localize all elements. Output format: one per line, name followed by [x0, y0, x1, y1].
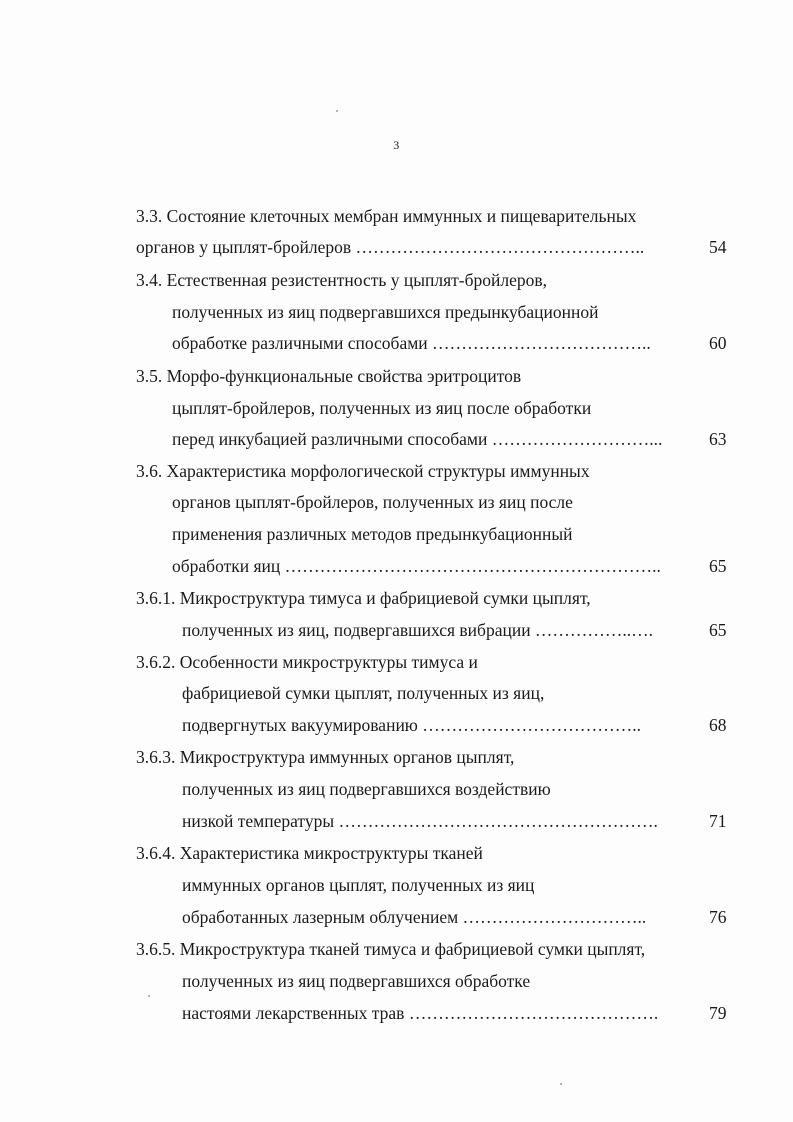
page-number: 3 [393, 138, 400, 152]
toc-entry-3-6-2-line-1: 3.6.2. Особенности микроструктуры тимуса и [136, 652, 478, 672]
toc-entry-3-6-line-2: органов цыплят-бройлеров, полученных из яиц после [172, 492, 573, 512]
toc-entry-3-5-line-3: перед инкубацией различными способами ………………………... [172, 429, 663, 449]
toc-entry-3-4-line-1: 3.4. Естественная резистентность у цыплят-бройлеров, [136, 270, 548, 290]
scan-speck [336, 110, 338, 112]
toc-entry-3-3-line-2: органов у цыплят-бройлеров ………………………………………….. [136, 237, 645, 257]
toc-entry-3-6-3-line-1: 3.6.3. Микроструктура иммунных органов цыплят, [136, 747, 515, 767]
toc-entry-3-6-page: 65 [709, 556, 727, 576]
toc-entry-3-6-line-3: применения различных методов предынкубационный [172, 524, 573, 544]
toc-entry-3-6-2-page: 68 [709, 715, 727, 735]
toc-entry-3-6-2-line-2: фабрициевой сумки цыплят, полученных из яиц, [182, 683, 545, 703]
toc-entry-3-6-2-line-3: подвергнутых вакуумированию ……………………………….. [182, 715, 642, 735]
toc-entry-3-6-5-line-2: полученных из яиц подвергавшихся обработке [182, 971, 531, 991]
toc-entry-3-4-line-2: полученных из яиц подвергавшихся предынкубационной [172, 302, 599, 322]
toc-entry-3-6-line-4: обработки яиц ……………………………………………………….. [172, 556, 661, 576]
toc-entry-3-6-3-line-3: низкой температуры ………………………………………………. [182, 811, 658, 831]
toc-entry-3-5-page: 63 [709, 429, 727, 449]
toc-entry-3-4-page: 60 [709, 333, 727, 353]
toc-entry-3-4-line-3: обработке различными способами ……………………………….. [172, 333, 651, 353]
scan-speck [560, 1083, 562, 1085]
scan-speck [148, 995, 150, 997]
toc-entry-3-3-line-1: 3.3. Состояние клеточных мембран иммунных и пищеварительных [136, 206, 637, 226]
toc-entry-3-5-line-1: 3.5. Морфо-функциональные свойства эритроцитов [136, 366, 522, 386]
toc-entry-3-6-1-line-1: 3.6.1. Микроструктура тимуса и фабрициевой сумки цыплят, [136, 588, 591, 608]
toc-entry-3-6-4-line-3: обработанных лазерным облучением ………………………….. [182, 907, 647, 927]
toc-entry-3-6-line-1: 3.6. Характеристика морфологической структуры иммунных [136, 461, 590, 481]
toc-entry-3-6-3-page: 71 [709, 811, 727, 831]
toc-entry-3-6-5-line-1: 3.6.5. Микроструктура тканей тимуса и фабрициевой сумки цыплят, [136, 939, 646, 959]
toc-entry-3-6-1-page: 65 [709, 620, 727, 640]
toc-entry-3-3-page: 54 [709, 237, 727, 257]
toc-entry-3-6-4-page: 76 [709, 907, 727, 927]
toc-entry-3-6-4-line-1: 3.6.4. Характеристика микроструктуры тканей [136, 843, 483, 863]
toc-entry-3-6-3-line-2: полученных из яиц подвергавшихся воздействию [182, 779, 551, 799]
toc-entry-3-6-5-line-3: настоями лекарственных трав ……………………………………. [182, 1003, 659, 1023]
toc-entry-3-5-line-2: цыплят-бройлеров, полученных из яиц после обработки [172, 398, 592, 418]
toc-entry-3-6-5-page: 79 [709, 1003, 727, 1023]
toc-entry-3-6-1-line-2: полученных из яиц, подвергавшихся вибрации ……………..…. [182, 620, 654, 640]
toc-entry-3-6-4-line-2: иммунных органов цыплят, полученных из яиц [182, 875, 535, 895]
